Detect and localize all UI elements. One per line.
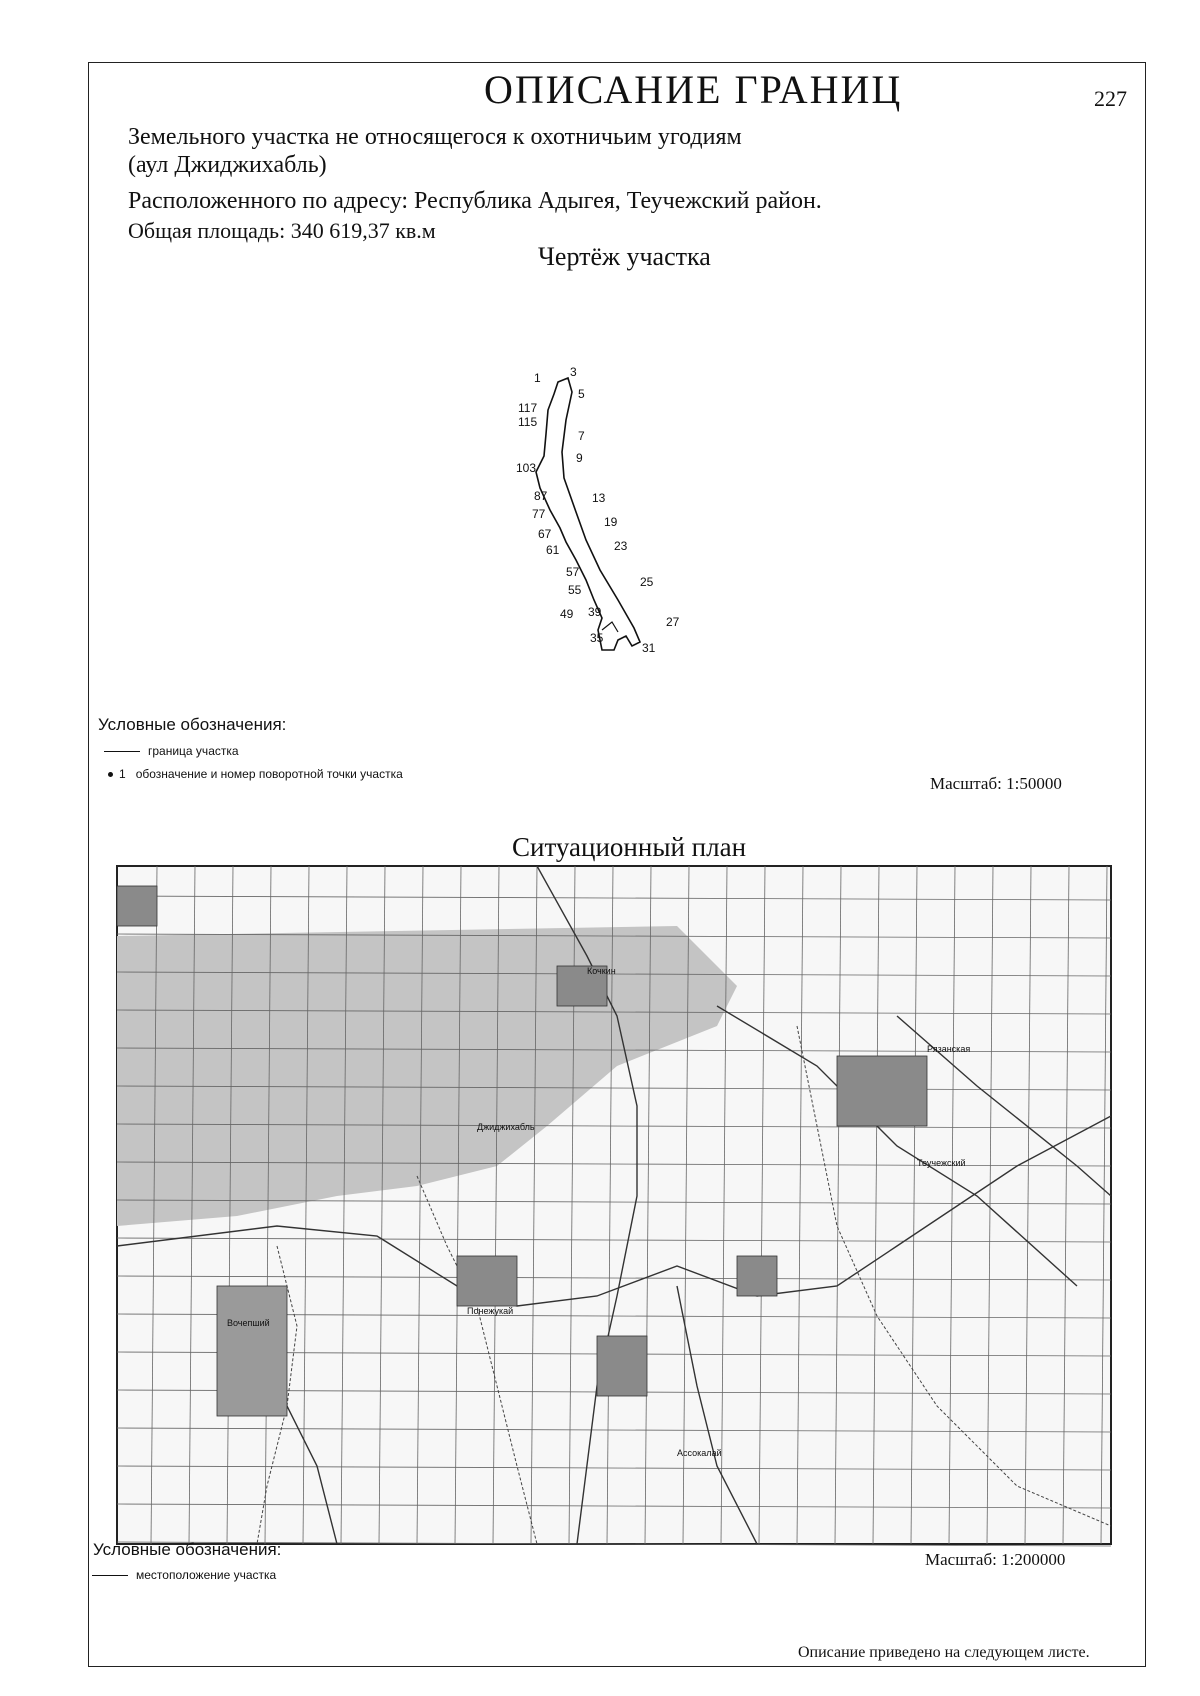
point-label-39: 39 — [588, 605, 602, 619]
legend-point-number: 1 — [119, 767, 126, 781]
legend-boundary-label: граница участка — [148, 744, 239, 758]
legend-point-label: обозначение и номер поворотной точки участка — [135, 767, 403, 781]
point-label-115: 115 — [518, 415, 538, 429]
parcel-description: Земельного участка не относящегося к охотничьим угодиям — [128, 124, 742, 150]
plan-legend-location-item — [92, 1568, 276, 1582]
point-label-1: 1 — [534, 371, 541, 385]
point-label-87: 87 — [534, 489, 548, 503]
situation-map — [117, 866, 1111, 1544]
map-place-label: Вочепший — [227, 1318, 270, 1328]
parcel-inner-boundary — [602, 622, 618, 632]
parcel-drawing — [516, 360, 720, 680]
point-label-5: 5 — [578, 387, 585, 401]
parcel-area: Общая площадь: 340 619,37 кв.м — [128, 218, 436, 243]
point-label-67: 67 — [538, 527, 552, 541]
point-label-31: 31 — [642, 641, 656, 655]
point-label-77: 77 — [532, 507, 546, 521]
point-label-23: 23 — [614, 539, 628, 553]
drawing-title: Чертёж участка — [538, 242, 711, 271]
legend-boundary-line — [104, 751, 140, 752]
document-title: ОПИСАНИЕ ГРАНИЦ — [484, 67, 903, 112]
map-place-label: Рязанская — [927, 1044, 971, 1054]
legend-boundary-item — [104, 744, 239, 758]
point-label-35: 35 — [590, 631, 604, 645]
plan-title: Ситуационный план — [512, 832, 747, 862]
point-label-19: 19 — [604, 515, 618, 529]
parcel-village: (аул Джиджихабль) — [128, 152, 327, 178]
legend-point-item — [104, 767, 403, 781]
map-place-label: Джиджихабль — [477, 1122, 535, 1132]
plan-scale: Масштаб: 1:200000 — [925, 1550, 1066, 1569]
point-label-103: 103 — [516, 461, 537, 475]
point-label-55: 55 — [568, 583, 582, 597]
legend-point-dot — [108, 772, 113, 777]
point-label-3: 3 — [570, 365, 577, 379]
point-label-49: 49 — [560, 607, 574, 621]
point-label-117: 117 — [518, 401, 538, 415]
page-number: 227 — [1094, 86, 1127, 111]
map-place-label: Теучежский — [917, 1158, 966, 1168]
plan-legend-location-label: местоположение участка — [136, 1568, 277, 1582]
parcel-address: Расположенного по адресу: Республика Адыгея, Теучежский район. — [128, 188, 822, 214]
plan-legend-location-line — [92, 1575, 128, 1576]
point-label-57: 57 — [566, 565, 580, 579]
map-place-label: Кочкин — [587, 966, 616, 976]
point-label-9: 9 — [576, 451, 583, 465]
plan-legend-title: Условные обозначения: — [93, 1540, 282, 1559]
point-label-25: 25 — [640, 575, 654, 589]
point-label-7: 7 — [578, 429, 585, 443]
point-label-61: 61 — [546, 543, 560, 557]
footer-note: Описание приведено на следующем листе. — [798, 1644, 1090, 1661]
legend-title: Условные обозначения: — [98, 715, 287, 734]
point-label-27: 27 — [666, 615, 680, 629]
drawing-scale: Масштаб: 1:50000 — [930, 774, 1062, 793]
point-label-13: 13 — [592, 491, 606, 505]
map-place-label: Понежукай — [467, 1306, 514, 1316]
map-place-label: Ассокалай — [677, 1448, 722, 1458]
